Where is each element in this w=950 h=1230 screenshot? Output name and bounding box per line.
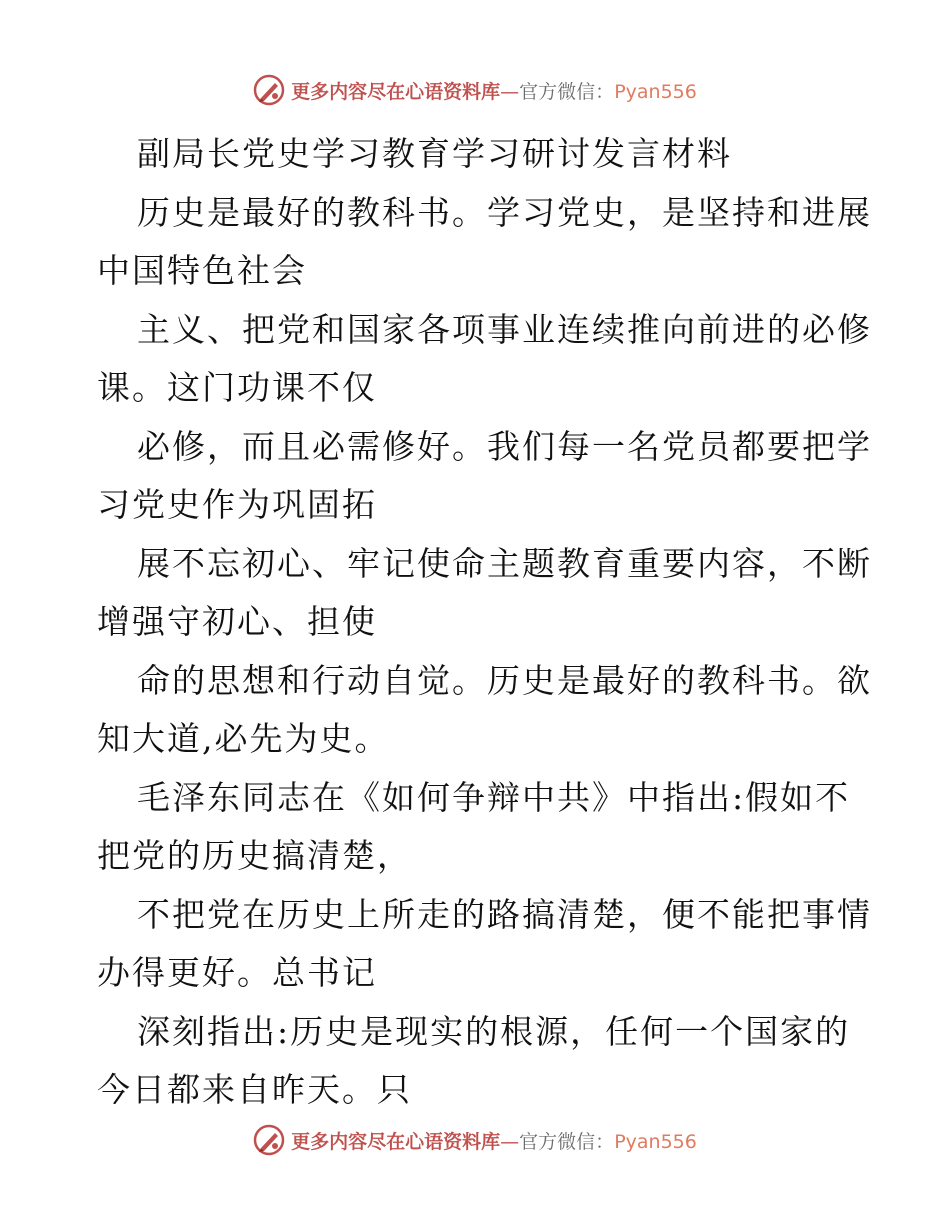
document-line: 命的思想和行动自觉。历史是最好的教科书。欲 <box>137 660 872 700</box>
document-line: 增强守初心、担使 <box>97 602 377 641</box>
document-line: 毛泽东同志在《如何争辩中共》中指出:假如不 <box>137 777 851 817</box>
document-line: 习党史作为巩固拓 <box>97 485 377 524</box>
footer-banner-text <box>291 1127 697 1154</box>
header-banner-text <box>291 77 697 104</box>
document-line: 历史是最好的教科书。学习党史，是坚持和进展 <box>137 192 872 232</box>
document-line: 课。这门功课不仅 <box>97 368 377 407</box>
footer-banner-main: 更多内容尽在心语资料库 <box>291 1130 501 1153</box>
footer-banner-dash: — <box>500 1130 520 1153</box>
document-line: 把党的历史搞清楚， <box>97 836 412 875</box>
document-body <box>97 125 872 1120</box>
footer-banner-wechat-id: Pyan556 <box>614 1130 697 1153</box>
footer-banner <box>0 1120 950 1160</box>
header-banner-dash: — <box>500 80 520 103</box>
header-banner-main: 更多内容尽在心语资料库 <box>291 80 501 103</box>
document-line: 主义、把党和国家各项事业连续推向前进的必修 <box>137 309 872 349</box>
document-title: 副局长党史学习教育学习研讨发言材料 <box>137 134 732 173</box>
header-banner-wechat-label: 官方微信： <box>519 80 615 103</box>
document-line: 中国特色社会 <box>97 251 307 290</box>
document-line: 深刻指出:历史是现实的根源，任何一个国家的 <box>137 1011 851 1051</box>
pen-logo-icon <box>253 1124 285 1156</box>
pen-logo-icon <box>253 74 285 106</box>
document-line: 不把党在历史上所走的路搞清楚，便不能把事情 <box>137 894 872 934</box>
document-line: 办得更好。总书记 <box>97 953 377 992</box>
footer-banner-wechat-label: 官方微信： <box>519 1130 615 1153</box>
header-banner-wechat-id: Pyan556 <box>614 80 697 103</box>
document-line: 今日都来自昨天。只 <box>97 1070 412 1109</box>
document-line: 知大道,必先为史。 <box>97 719 390 758</box>
document-line: 展不忘初心、牢记使命主题教育重要内容，不断 <box>137 543 872 583</box>
document-line: 必修，而且必需修好。我们每一名党员都要把学 <box>137 426 872 466</box>
header-banner <box>0 70 950 110</box>
